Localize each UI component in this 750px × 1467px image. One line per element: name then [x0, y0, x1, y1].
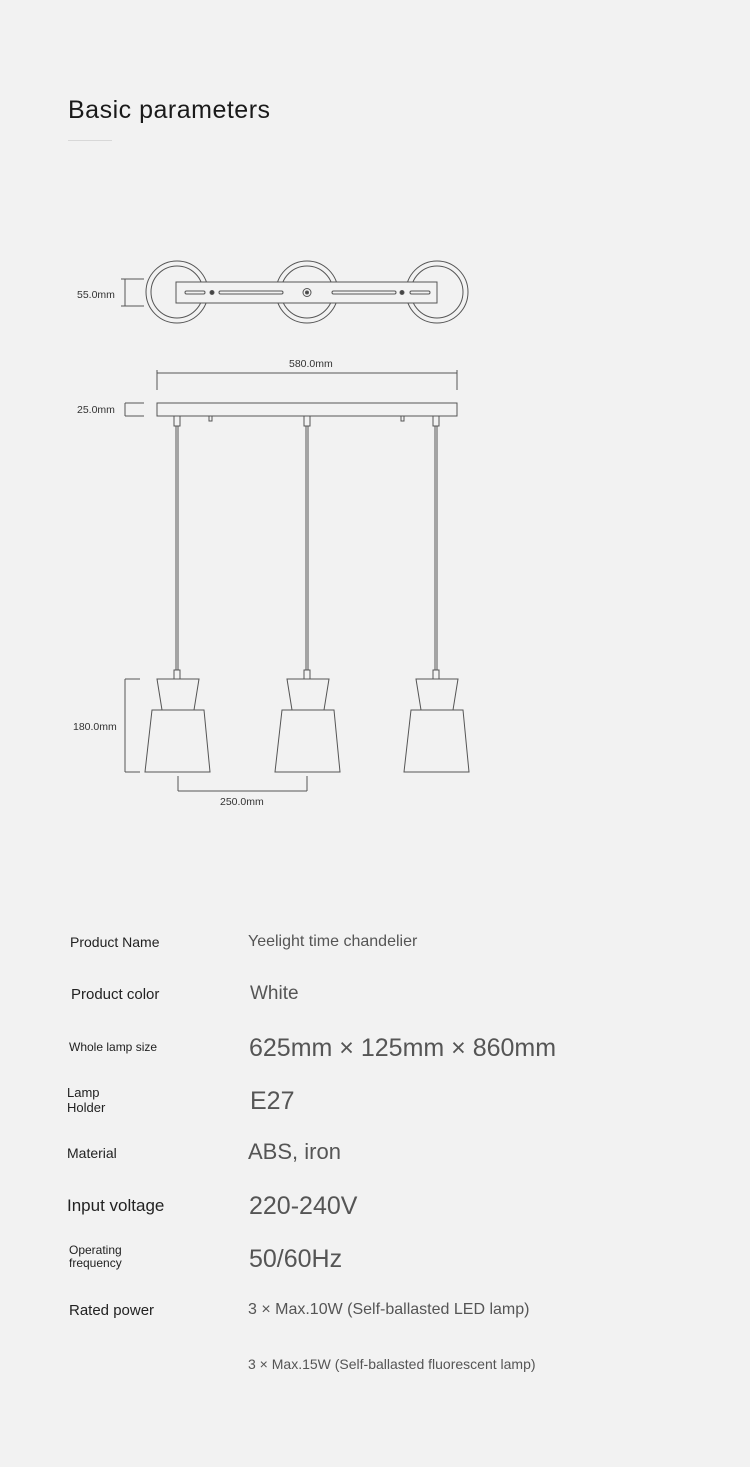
width-dimension [157, 370, 457, 390]
value-whole-size: 625mm × 125mm × 860mm [249, 1034, 557, 1062]
dim-label-spacing: 250.0mm [220, 796, 264, 808]
dim-label-shade-height: 180.0mm [73, 721, 117, 733]
label-operating-frequency [69, 1244, 149, 1270]
value-operating-frequency: 50/60Hz [249, 1245, 343, 1273]
label-product-name: Product Name [70, 934, 160, 950]
dim-label-canopy: 25.0mm [77, 404, 115, 416]
label-operating-frequency-line1: Operating [69, 1243, 122, 1257]
pendant-center [275, 416, 340, 772]
page-title: Basic parameters [68, 96, 271, 124]
value-lamp-holder: E27 [250, 1087, 295, 1115]
label-lamp-holder-line1: Lamp [67, 1085, 100, 1100]
label-rated-power: Rated power [69, 1302, 155, 1319]
label-lamp-holder-line2: Holder [67, 1100, 106, 1115]
value-input-voltage: 220-240V [249, 1192, 358, 1220]
spacing-dimension [178, 776, 307, 791]
label-product-color: Product color [71, 986, 160, 1003]
value-product-color: White [250, 983, 299, 1004]
top-view [121, 261, 468, 323]
shade-height-dimension [125, 679, 140, 772]
dim-label-depth: 55.0mm [77, 289, 115, 301]
dim-label-width: 580.0mm [289, 358, 333, 370]
pendant-right [404, 416, 469, 772]
value-product-name: Yeelight time chandelier [248, 933, 418, 950]
pendant-left [145, 416, 210, 772]
label-lamp-holder [67, 1085, 147, 1115]
canopy [125, 403, 457, 421]
value-rated-power-led: 3 × Max.10W (Self-ballasted LED lamp) [248, 1301, 530, 1318]
label-whole-size: Whole lamp size [69, 1040, 158, 1054]
label-operating-frequency-line2: frequency [69, 1256, 122, 1270]
value-material: ABS, iron [248, 1139, 341, 1164]
label-material: Material [67, 1145, 117, 1161]
value-rated-power-fluorescent: 3 × Max.15W (Self-ballasted fluorescent lamp) [248, 1356, 536, 1372]
label-input-voltage: Input voltage [67, 1196, 165, 1215]
